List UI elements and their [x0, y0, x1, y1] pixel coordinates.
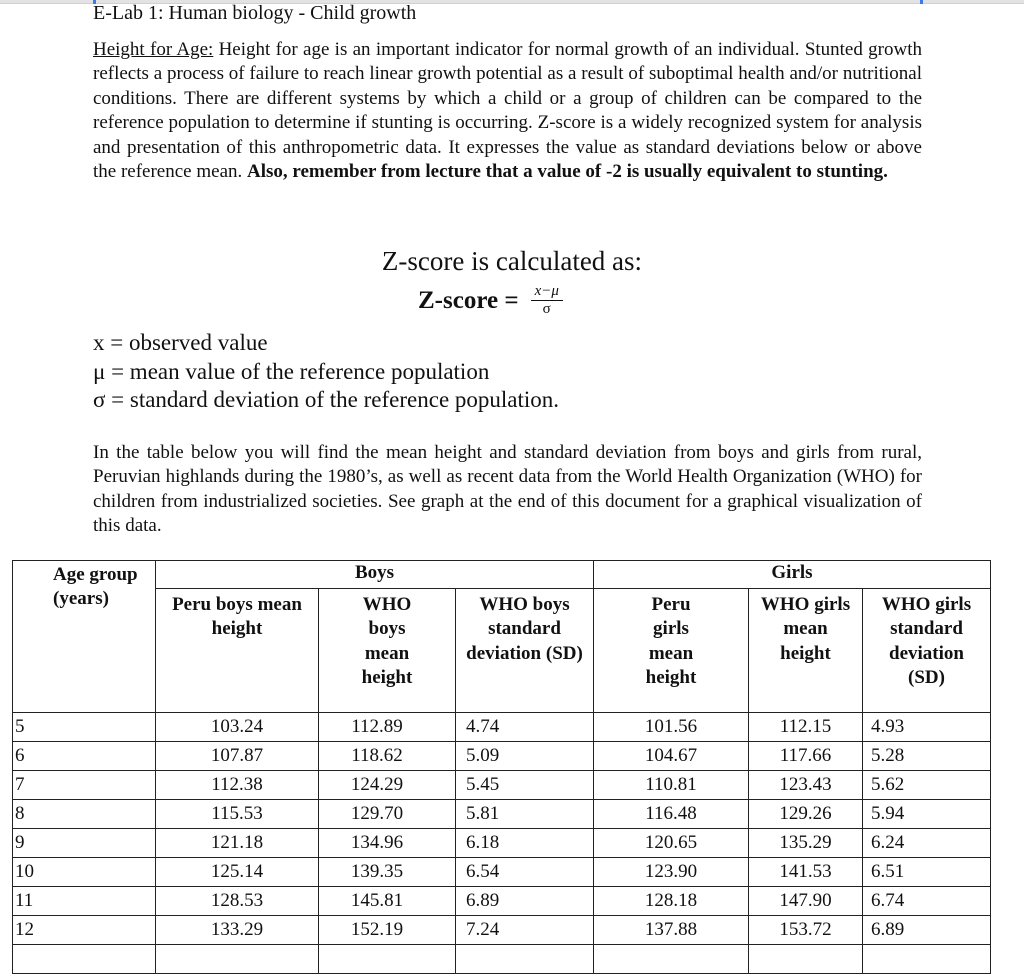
boys-group-header: Boys — [156, 561, 594, 589]
definition-sigma: σ = standard deviation of the reference population. — [93, 387, 560, 413]
value-cell: 5.81 — [456, 800, 594, 829]
table-row — [13, 916, 991, 945]
definitions — [93, 329, 559, 415]
formula-fraction — [531, 283, 563, 318]
age-cell: 12 — [13, 916, 156, 945]
value-cell: 116.48 — [594, 800, 749, 829]
value-cell: 5.28 — [863, 742, 991, 771]
value-cell: 129.70 — [319, 800, 456, 829]
value-cell: 107.87 — [156, 742, 319, 771]
column-header: WHO girls standard deviation (SD) — [863, 589, 991, 713]
column-header: WHO boys mean height — [319, 589, 456, 713]
column-header: WHO boys standard deviation (SD) — [456, 589, 594, 713]
value-cell: 121.18 — [156, 829, 319, 858]
value-cell: 152.19 — [319, 916, 456, 945]
value-cell: 123.43 — [749, 771, 863, 800]
value-cell: 103.24 — [156, 713, 319, 742]
age-cell: 8 — [13, 800, 156, 829]
value-cell: 6.89 — [863, 916, 991, 945]
value-cell: 4.74 — [456, 713, 594, 742]
empty-cell — [863, 945, 991, 974]
value-cell: 145.81 — [319, 887, 456, 916]
value-cell: 5.45 — [456, 771, 594, 800]
empty-cell — [749, 945, 863, 974]
table-row — [13, 858, 991, 887]
table-row-partial — [13, 945, 991, 974]
value-cell: 133.29 — [156, 916, 319, 945]
age-cell: 9 — [13, 829, 156, 858]
value-cell: 128.18 — [594, 887, 749, 916]
value-cell: 6.18 — [456, 829, 594, 858]
value-cell: 6.74 — [863, 887, 991, 916]
empty-cell — [156, 945, 319, 974]
age-cell: 10 — [13, 858, 156, 887]
column-header: Peru girls mean height — [594, 589, 749, 713]
value-cell: 101.56 — [594, 713, 749, 742]
definition-mu: μ = mean value of the reference population — [93, 358, 490, 384]
value-cell: 153.72 — [749, 916, 863, 945]
girls-group-header: Girls — [594, 561, 991, 589]
value-cell: 6.51 — [863, 858, 991, 887]
formula-heading: Z-score is calculated as: — [381, 246, 643, 276]
empty-cell — [13, 945, 156, 974]
table-row — [13, 713, 991, 742]
value-cell: 139.35 — [319, 858, 456, 887]
value-cell: 134.96 — [319, 829, 456, 858]
definition-x: x = observed value — [93, 330, 268, 355]
column-header: WHO girls mean height — [749, 589, 863, 713]
intro-heading: Height for Age: — [93, 39, 214, 60]
age-cell: 7 — [13, 771, 156, 800]
intro-paragraph — [93, 38, 922, 184]
value-cell: 129.26 — [749, 800, 863, 829]
value-cell: 124.29 — [319, 771, 456, 800]
age-cell: 5 — [13, 713, 156, 742]
value-cell: 104.67 — [594, 742, 749, 771]
value-cell: 110.81 — [594, 771, 749, 800]
value-cell: 123.90 — [594, 858, 749, 887]
zscore-formula — [418, 283, 563, 318]
empty-cell — [594, 945, 749, 974]
empty-cell — [319, 945, 456, 974]
value-cell: 141.53 — [749, 858, 863, 887]
value-cell: 5.09 — [456, 742, 594, 771]
intro-bold-note: Also, remember from lecture that a value of -2 is usually equivalent to stunting. — [247, 161, 888, 183]
value-cell: 128.53 — [156, 887, 319, 916]
table-intro-paragraph: In the table below you will find the mean height and standard deviation from boys and girls from rural, Peruvian highlands during the 1980’s, as well as recent data from the World Health Organization (WHO) for children from industrialized societies. See graph at the end of this document for a graphical visualization of this data. — [93, 442, 922, 537]
right-margin-marker[interactable] — [920, 0, 923, 4]
value-cell: 120.65 — [594, 829, 749, 858]
value-cell: 7.24 — [456, 916, 594, 945]
formula-denominator: σ — [542, 301, 551, 317]
column-header: Peru boys mean height — [156, 589, 319, 713]
table-row — [13, 800, 991, 829]
formula-numerator: x−μ — [531, 283, 563, 301]
height-data-table — [12, 560, 991, 974]
value-cell: 118.62 — [319, 742, 456, 771]
value-cell: 6.24 — [863, 829, 991, 858]
age-cell: 6 — [13, 742, 156, 771]
formula-label: Z-score = — [418, 286, 519, 314]
table-row — [13, 829, 991, 858]
age-group-header: Age group (years) — [13, 561, 156, 713]
empty-cell — [456, 945, 594, 974]
value-cell: 135.29 — [749, 829, 863, 858]
value-cell: 112.15 — [749, 713, 863, 742]
value-cell: 6.89 — [456, 887, 594, 916]
document-title: E-Lab 1: Human biology - Child growth — [93, 2, 417, 24]
value-cell: 147.90 — [749, 887, 863, 916]
value-cell: 6.54 — [456, 858, 594, 887]
value-cell: 117.66 — [749, 742, 863, 771]
table-row — [13, 887, 991, 916]
value-cell: 5.94 — [863, 800, 991, 829]
value-cell: 4.93 — [863, 713, 991, 742]
value-cell: 137.88 — [594, 916, 749, 945]
value-cell: 5.62 — [863, 771, 991, 800]
value-cell: 112.89 — [319, 713, 456, 742]
table-row — [13, 742, 991, 771]
value-cell: 112.38 — [156, 771, 319, 800]
value-cell: 125.14 — [156, 858, 319, 887]
value-cell: 115.53 — [156, 800, 319, 829]
age-cell: 11 — [13, 887, 156, 916]
table-row — [13, 771, 991, 800]
intro-body: Height for age is an important indicator for normal growth of an individual. Stunted growth reflects a process of failure to reach linear growth potential as a result of suboptimal health and/or nutritional conditions. There are different systems by which a child or a group of children can be compared to the reference population to determine if stunting is occurring. Z-score is a widely recognized system for analysis and presentation of this anthropometric data. It expresses the value as standard deviations below or above the reference mean. — [93, 39, 922, 183]
